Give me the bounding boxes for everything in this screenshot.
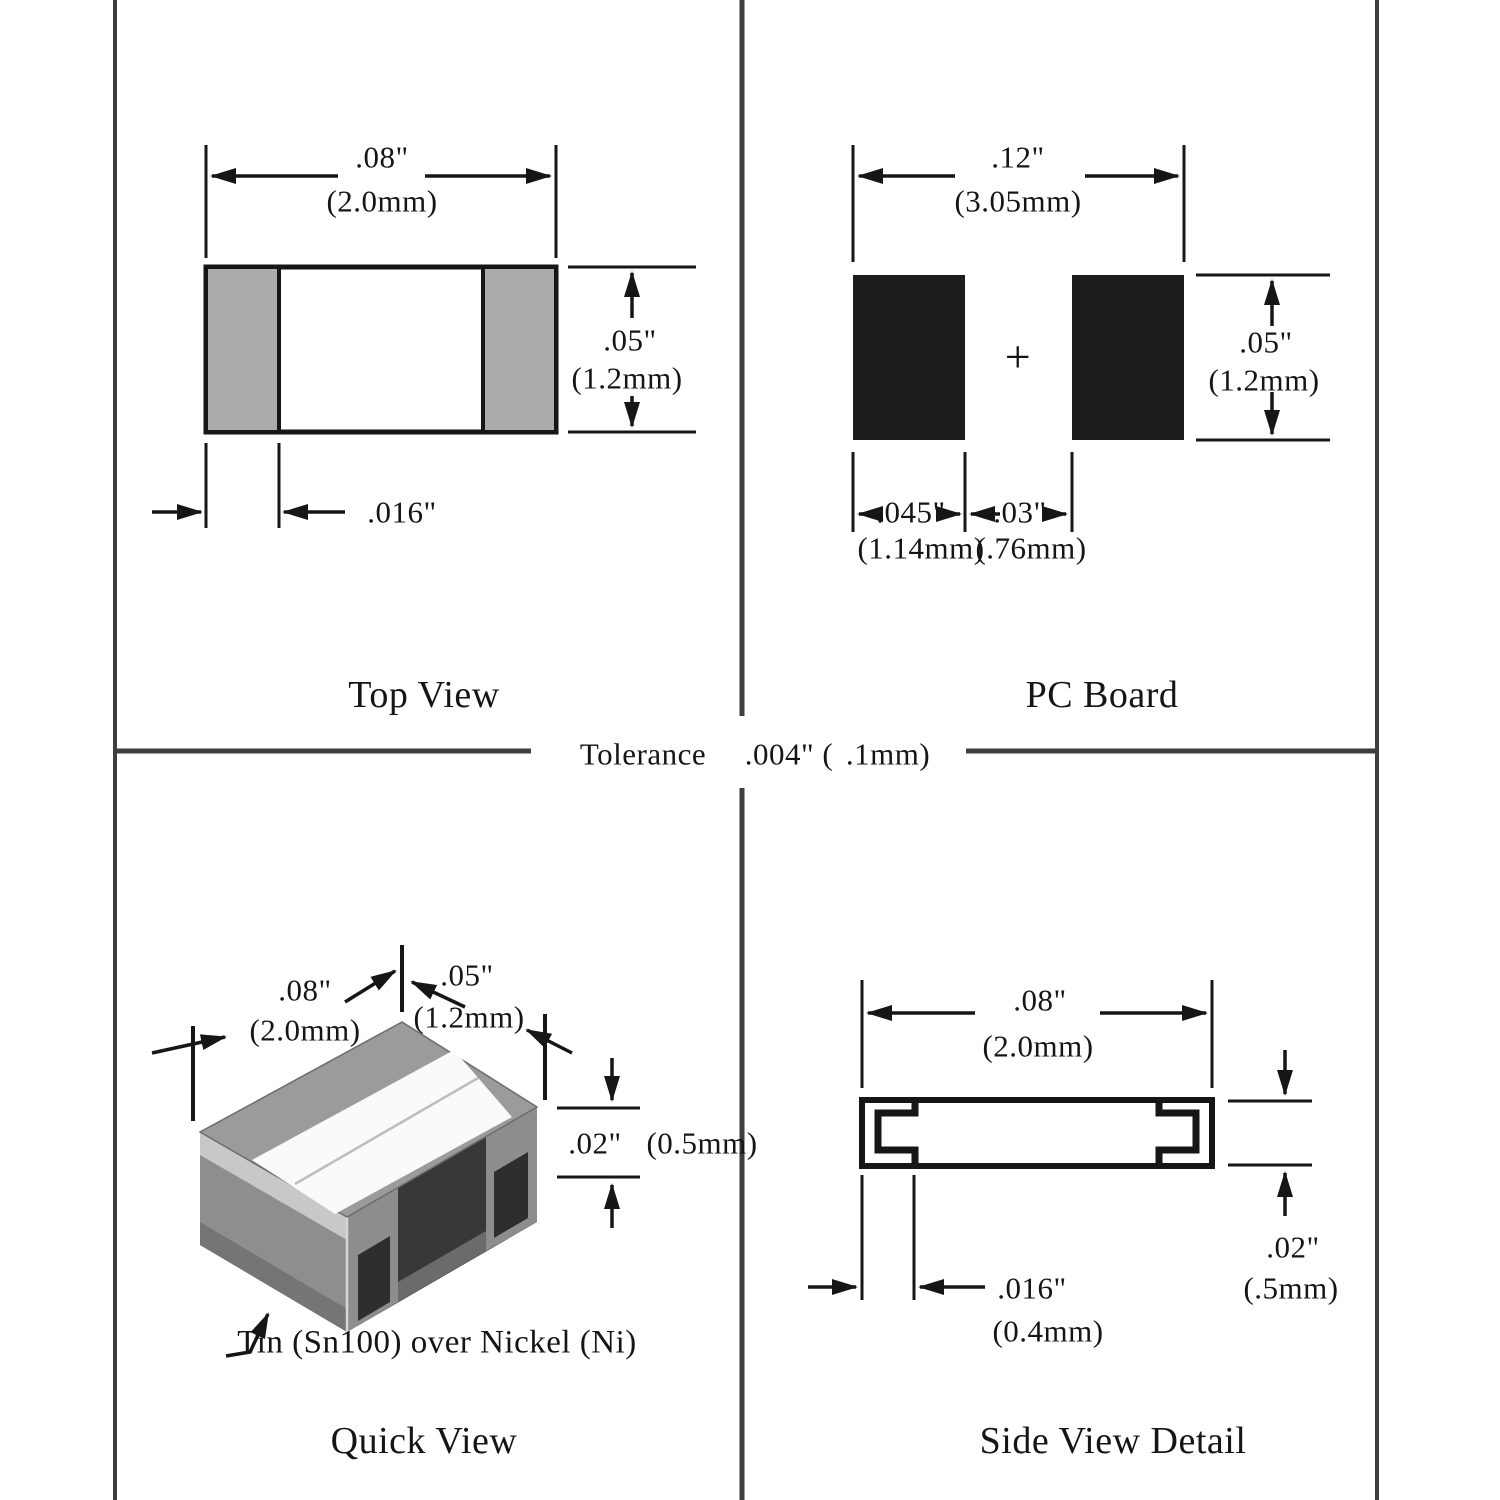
side-view-width-mm: (2.0mm) [982,1028,1094,1064]
quick-view-width-mm: (1.2mm) [413,999,525,1035]
tolerance-mm: .1mm) [845,736,931,772]
quick-view-drawing [152,945,640,1356]
quick-view-height-inches: .02" [568,1125,622,1161]
top-view-cap-inches: .016" [367,494,437,530]
pcb-span-mm: (3.05mm) [954,183,1082,219]
pcb-height-mm: (1.2mm) [1208,362,1320,398]
quick-view-length-mm: (2.0mm) [249,1012,361,1048]
side-view-title: Side View Detail [979,1420,1247,1462]
side-view-height-mm: (.5mm) [1243,1270,1339,1306]
pcb-left-pad [853,275,965,440]
pcb-span-inches: .12" [991,139,1045,175]
pcb-gap-mm: (.76mm) [975,530,1087,566]
side-view-height-inches: .02" [1266,1229,1320,1265]
pcb-gap-inches: .03" [993,494,1047,530]
top-view-title: Top View [348,674,500,716]
side-view-width-inches: .08" [1013,982,1067,1018]
pcb-height-inches: .05" [1239,324,1293,360]
top-view-width-mm: (2.0mm) [326,183,438,219]
chip-left-terminal [206,267,279,432]
top-view-height-mm: (1.2mm) [571,360,683,396]
quick-view-title: Quick View [330,1420,518,1462]
side-view-cap-inches: .016" [997,1270,1067,1306]
top-view-width-inches: .08" [355,139,409,175]
pcb-pad-inches: .045" [876,494,946,530]
pcb-pad-mm: (1.14mm) [857,530,985,566]
side-view-cap-mm: (0.4mm) [992,1313,1104,1349]
plating-note: Tin (Sn100) over Nickel (Ni) [237,1324,637,1361]
quick-view-height-mm: (0.5mm) [646,1125,758,1161]
pc-board-title: PC Board [1025,674,1179,716]
quick-view-length-inches: .08" [278,972,332,1008]
tolerance-inches: .004" ( [744,736,834,772]
pcb-right-pad [1072,275,1184,440]
quick-view-width-inches: .05" [440,957,494,993]
chip-right-terminal [483,267,556,432]
top-view-height-inches: .05" [603,322,657,358]
tolerance-label: Tolerance [579,736,707,772]
pcb-plus-mark: + [1004,331,1032,382]
